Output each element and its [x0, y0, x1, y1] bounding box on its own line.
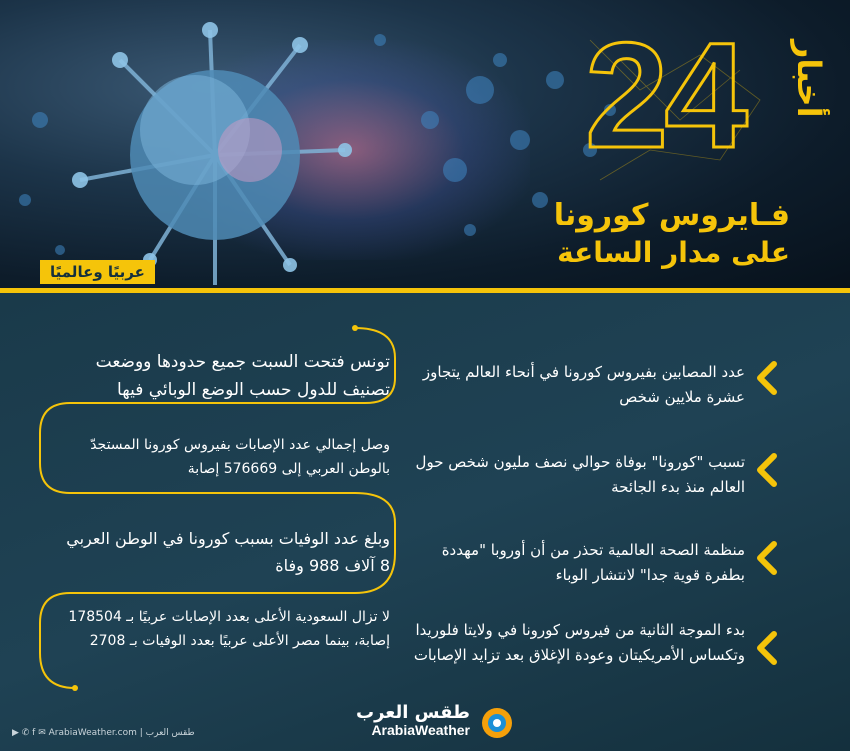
sun-logo-icon — [479, 705, 515, 741]
news-item-left: لا تزال السعودية الأعلى بعدد الإصابات عربيًا بـ 178504 إصابة، بينما مصر الأعلى عربيًا بعدد الوفيات بـ 2708 — [68, 609, 390, 649]
region-tag: عربيًا وعالميًا — [40, 260, 155, 284]
chevron-left-icon — [752, 628, 782, 668]
hero-banner — [0, 0, 850, 290]
chevron-left-icon — [752, 538, 782, 578]
bubbles-decoration — [19, 34, 616, 255]
logo-english: ArabiaWeather — [371, 722, 470, 738]
news-item-right: منظمة الصحة العالمية تحذر من أن أوروبا "مهددة بطفرة قوية جدا" لانتشار الوباء — [441, 541, 745, 584]
news-item-left: تونس فتحت السبت جميع حدودها ووضعت تصنيف للدول حسب الوضع الوبائي فيها — [95, 352, 390, 400]
social-text: ArabiaWeather.com | طقس العرب — [48, 728, 195, 738]
virus-icon — [72, 22, 352, 285]
brand-logo — [330, 700, 530, 745]
news-item-right: بدء الموجة الثانية من فيروس كورونا في ولايتا فلوريدا وتكساس الأمريكيتان وعودة الإغلاق بعد تزايد الإصابات — [413, 621, 745, 664]
headline-akhbar: أخبار — [790, 40, 828, 118]
social-icons: ▶ ✆ f ✉ — [12, 728, 49, 738]
news-item-right: تسبب "كورونا" بوفاة حوالي نصف مليون شخص حول العالم منذ بدء الجائحة — [415, 453, 745, 496]
chevron-left-icon — [752, 450, 782, 490]
social-links — [12, 728, 195, 738]
headline-number: 24 — [585, 11, 744, 179]
logo-arabic: طقس العرب — [356, 702, 470, 723]
news-item-right: عدد المصابين بفيروس كورونا في أنحاء العالم يتجاوز عشرة ملايين شخص — [422, 363, 745, 406]
chevron-left-icon — [752, 358, 782, 398]
headline-title: فـايروس كورونا — [553, 198, 790, 233]
headline-subtitle: على مدار الساعة — [557, 236, 790, 269]
news-item-left: وصل إجمالي عدد الإصابات بفيروس كورونا المستجدّ بالوطن العربي إلى 576669 إصابة — [90, 437, 390, 477]
news-item-left: وبلغ عدد الوفيات بسبب كورونا في الوطن العربي 8 آلاف 988 وفاة — [66, 529, 390, 575]
